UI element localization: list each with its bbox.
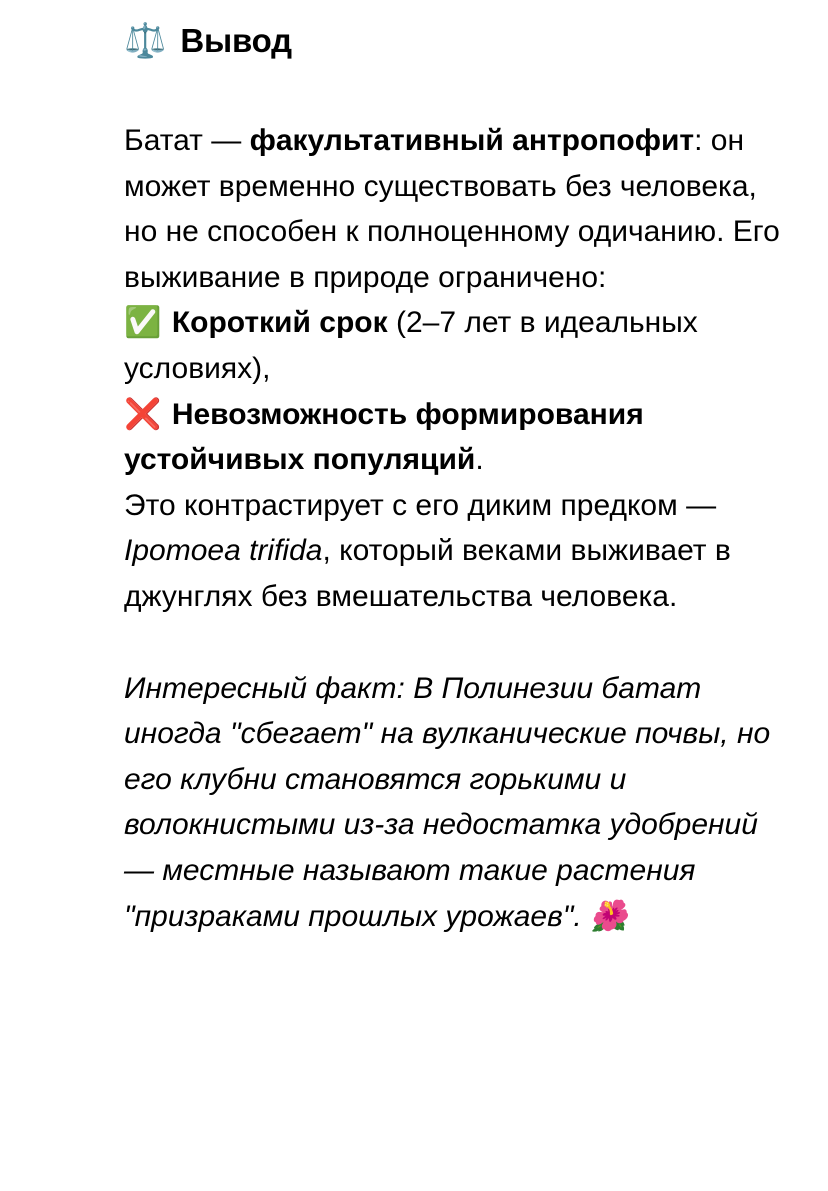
run-bold: Невозможность формирования устойчивых популяций <box>124 397 644 477</box>
cross-mark-icon: ❌ <box>124 396 172 432</box>
page-title <box>124 22 788 60</box>
fun-fact-note <box>124 666 788 940</box>
run-bold: факультативный антропофит <box>249 124 695 157</box>
paragraph-no-populations <box>124 392 788 483</box>
paragraph-contrast <box>124 483 788 620</box>
balance-scale-icon: ⚖️ <box>124 21 167 61</box>
paragraph-definition <box>124 118 788 300</box>
paragraph-short-term <box>124 300 788 391</box>
run-text: : он может временно существовать без человека, но не способен к полноценному одичанию. Его выживание в природе ограничено: <box>124 124 780 294</box>
run-text: , который веками выживает в джунглях без вмешательства человека. <box>124 534 731 613</box>
run-text: Батат — <box>124 124 250 157</box>
document-body <box>124 118 788 939</box>
fun-fact-label: Интересный факт: <box>124 671 405 705</box>
run-text: . <box>475 443 484 477</box>
fun-fact-text: В Полинезии батат иногда "сбегает" на вулканические почвы, но его клубни становятся горькими и волокнистыми из-за недостатка удобрений — местные называют такие растения "призраками прошлых урожаев". <box>124 671 771 933</box>
hibiscus-flower-icon: 🌺 <box>590 898 628 934</box>
run-italic-species: Ipomoea trifida <box>124 534 323 568</box>
run-bold: Короткий срок <box>171 306 388 340</box>
check-mark-icon: ✅ <box>124 305 172 341</box>
run-text: Это контрастирует с его диким предком — <box>124 488 717 522</box>
run-text: (2–7 лет в идеальных условиях), <box>124 306 698 385</box>
paragraph-spacer <box>124 620 788 666</box>
page-title-text: Вывод <box>180 22 292 59</box>
